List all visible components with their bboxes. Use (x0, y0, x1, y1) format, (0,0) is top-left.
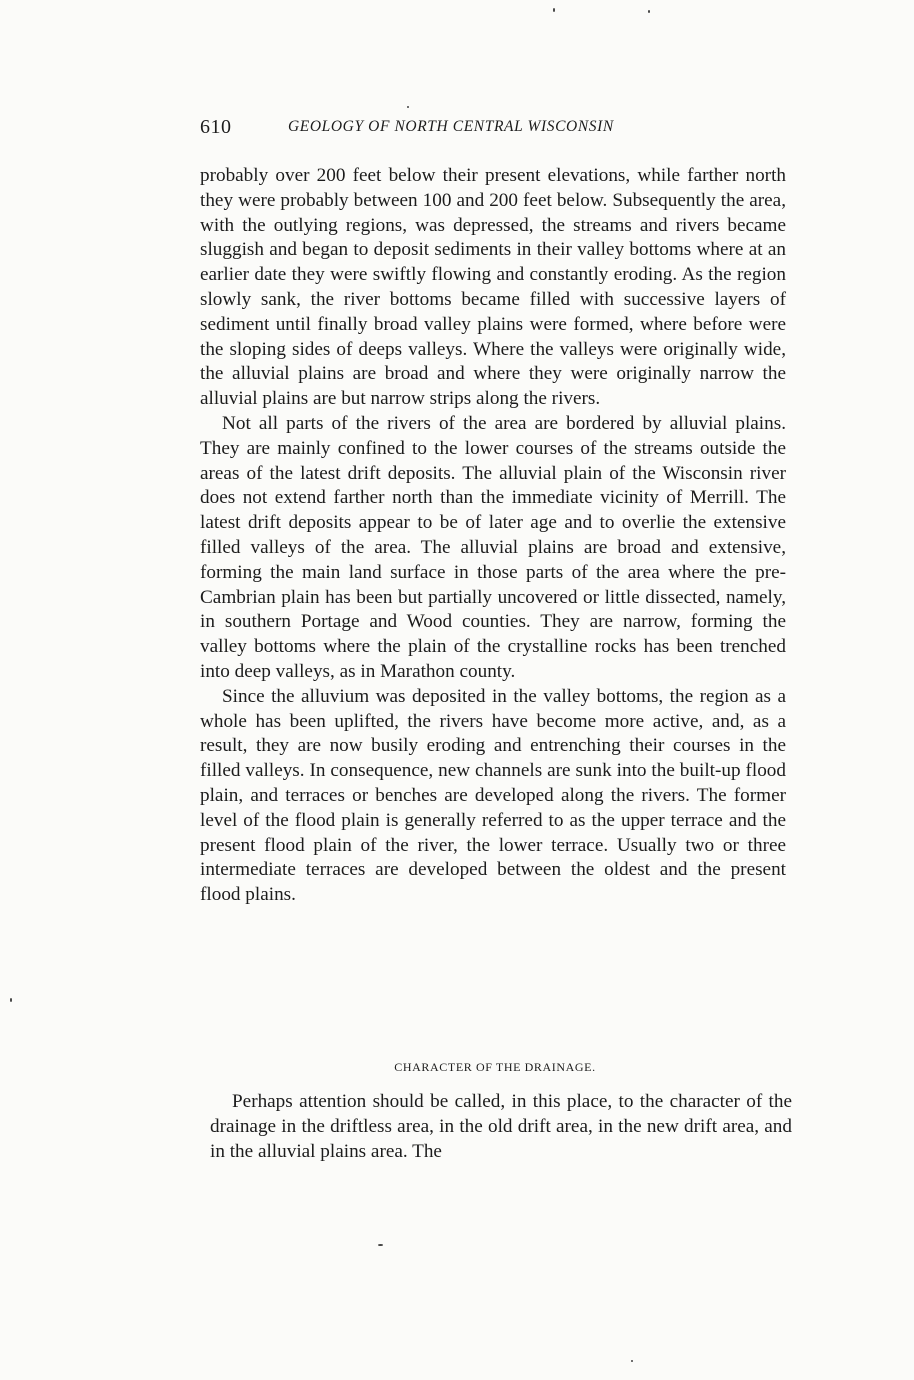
scan-speck (631, 1360, 633, 1362)
page-number: 610 (200, 116, 232, 138)
paragraph-2: Not all parts of the rivers of the area are bordered by alluvial plains. They are mainly confined to the lower courses of the streams outside the areas of the latest drift deposits. The alluvial plain of the Wisconsin river does not extend farther north than the immediate vicinity of Merrill. The latest drift deposits appear to be of later age and to overlie the extensive filled valleys of the area. The alluvial plains are broad and extensive, forming the main land surface in those parts of the area where the pre-Cambrian plain has been but partially uncovered or little dissected, namely, in southern Portage and Wood counties. They are narrow, forming the valley bottoms where the plain of the crystalline rocks has been trenched into deep valleys, as in Marathon county. (200, 412, 786, 682)
paragraph-3: Since the alluvium was deposited in the valley bottoms, the region as a whole has been uplifted, the rivers have become more active, and, as a result, they are now busily eroding and entrenching their courses in the filled valleys. In consequence, new channels are sunk into the built-up flood plain, and terraces or benches are developed along the rivers. The former level of the flood plain is generally referred to as the upper terrace and the present flood plain of the river, the lower terrace. Usually two or three intermediate terraces are developed between the oldest and the present flood plains. (200, 685, 786, 906)
scan-speck (407, 106, 409, 108)
scan-speck (553, 8, 555, 12)
scan-speck (10, 998, 12, 1002)
section-text (210, 1090, 792, 1164)
running-title: GEOLOGY OF NORTH CENTRAL WISCONSIN (288, 118, 614, 135)
section-paragraph: Perhaps attention should be called, in this place, to the character of the drainage in the driftless area, in the old drift area, in the new drift area, and in the alluvial plains area. The (210, 1091, 792, 1162)
section-heading: CHARACTER OF THE DRAINAGE. (394, 1060, 596, 1074)
paragraph-1: probably over 200 feet below their present elevations, while farther north they were probably between 100 and 200 feet below. Subsequently the area, with the outlying regions, was depressed, the streams and rivers became sluggish and began to deposit sediments in their valley bottoms where at an earlier date they were swiftly flowing and constantly eroding. As the region slowly sank, the river bottoms became filled with successive layers of sediment until finally broad valley plains were formed, where before were the sloping sides of deeps valleys. Where the valleys were originally wide, the alluvial plains are broad and where they were originally narrow the alluvial plains are but narrow strips along the rivers. (200, 165, 786, 410)
scan-speck (378, 1244, 383, 1246)
page-header (200, 116, 790, 146)
body-text (200, 164, 786, 908)
scan-speck (648, 10, 650, 13)
